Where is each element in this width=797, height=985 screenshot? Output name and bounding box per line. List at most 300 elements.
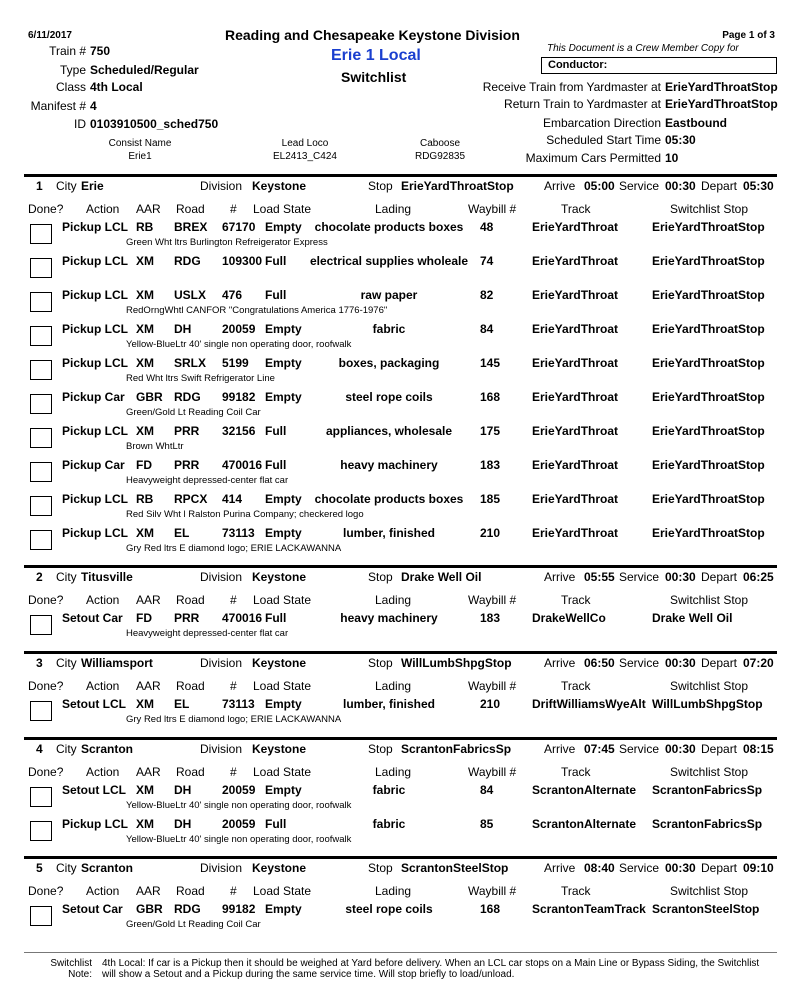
column-header-action: Action bbox=[86, 202, 120, 216]
city-value: Williamsport bbox=[81, 656, 153, 670]
page-number: Page 1 of 3 bbox=[722, 30, 775, 41]
service-value: 00:30 bbox=[665, 179, 696, 193]
load-state-cell: Full bbox=[265, 611, 287, 625]
embarcation-value: Eastbound bbox=[665, 116, 727, 130]
car-number-cell: 476 bbox=[222, 288, 243, 302]
load-state-cell: Full bbox=[265, 254, 287, 268]
lading-cell: fabric bbox=[372, 817, 406, 831]
column-header-lading: Lading bbox=[375, 679, 412, 693]
conductor-field bbox=[541, 57, 777, 74]
action-cell: Pickup LCL bbox=[62, 526, 129, 540]
car-number-cell: 73113 bbox=[222, 526, 255, 540]
aar-cell: XM bbox=[136, 697, 154, 711]
city-label: City bbox=[56, 179, 77, 193]
stop-label: Stop bbox=[368, 179, 393, 193]
waybill-cell: 84 bbox=[480, 322, 494, 336]
action-cell: Pickup LCL bbox=[62, 254, 129, 268]
car-number-cell: 67170 bbox=[222, 220, 256, 234]
column-header-: # bbox=[230, 884, 237, 898]
car-number-cell: 73113 bbox=[222, 697, 255, 711]
city-value: Erie bbox=[81, 179, 104, 193]
lading-cell: heavy machinery bbox=[340, 458, 438, 472]
column-header-lading: Lading bbox=[375, 202, 412, 216]
car-row bbox=[24, 695, 777, 729]
road-cell: PRR bbox=[174, 611, 200, 625]
done-checkbox[interactable] bbox=[30, 906, 52, 926]
car-number-cell: 32156 bbox=[222, 424, 256, 438]
division-value: Keystone bbox=[252, 179, 307, 193]
stop-number: 5 bbox=[36, 861, 43, 875]
train-id-label: ID bbox=[74, 117, 86, 131]
road-cell: PRR bbox=[174, 424, 200, 438]
column-header-aar: AAR bbox=[136, 202, 161, 216]
depart-value: 08:15 bbox=[743, 742, 774, 756]
action-cell: Pickup LCL bbox=[62, 817, 129, 831]
stop-value: Drake Well Oil bbox=[401, 570, 482, 584]
lading-cell: steel rope coils bbox=[345, 902, 433, 916]
service-value: 00:30 bbox=[665, 656, 696, 670]
waybill-cell: 210 bbox=[480, 697, 501, 711]
track-cell: DrakeWellCo bbox=[532, 611, 606, 625]
switchlist-stop-cell: WillLumbShpgStop bbox=[652, 697, 763, 711]
aar-cell: XM bbox=[136, 783, 154, 797]
aar-cell: XM bbox=[136, 254, 154, 268]
arrive-value: 05:55 bbox=[584, 570, 615, 584]
arrive-value: 05:00 bbox=[584, 179, 615, 193]
lading-cell: chocolate products boxes bbox=[314, 220, 464, 234]
column-header-row bbox=[24, 884, 777, 900]
depart-label: Depart bbox=[701, 742, 738, 756]
stop-value: WillLumbShpgStop bbox=[401, 656, 512, 670]
column-header-waybill: Waybill # bbox=[468, 679, 517, 693]
lead-loco-value: EL2413_C424 bbox=[273, 151, 337, 162]
caboose-value: RDG92835 bbox=[414, 151, 466, 162]
lading-cell: electrical supplies wholeale bbox=[309, 254, 469, 268]
division-value: Keystone bbox=[252, 570, 307, 584]
aar-cell: GBR bbox=[136, 902, 163, 916]
division-title: Reading and Chesapeake Keystone Division bbox=[225, 27, 520, 43]
arrive-label: Arrive bbox=[544, 179, 576, 193]
car-row bbox=[24, 900, 777, 934]
load-state-cell: Empty bbox=[265, 902, 302, 916]
print-date: 6/11/2017 bbox=[28, 30, 72, 41]
aar-cell: RB bbox=[136, 220, 154, 234]
manifest-label: Manifest # bbox=[30, 99, 86, 113]
stop-number: 3 bbox=[36, 656, 43, 670]
depart-value: 09:10 bbox=[743, 861, 774, 875]
receive-train-row bbox=[473, 80, 778, 96]
track-cell: ErieYardThroat bbox=[532, 526, 619, 540]
city-label: City bbox=[56, 742, 77, 756]
road-cell: BREX bbox=[174, 220, 208, 234]
switchlist-stop-cell: Drake Well Oil bbox=[652, 611, 733, 625]
start-time-row bbox=[473, 133, 778, 149]
lading-cell: steel rope coils bbox=[345, 390, 433, 404]
done-checkbox[interactable] bbox=[30, 787, 52, 807]
car-description: Red Silv Wht l Ralston Purina Company; checkered logo bbox=[126, 509, 364, 520]
division-value: Keystone bbox=[252, 742, 307, 756]
done-checkbox[interactable] bbox=[30, 821, 52, 841]
done-checkbox[interactable] bbox=[30, 292, 52, 312]
column-header-switchlist-stop: Switchlist Stop bbox=[670, 765, 749, 779]
car-description: Brown WhtLtr bbox=[126, 441, 184, 452]
return-train-label: Return Train to Yardmaster at bbox=[504, 97, 661, 111]
depart-value: 07:20 bbox=[743, 656, 774, 670]
return-train-row bbox=[473, 97, 778, 113]
service-label: Service bbox=[619, 656, 660, 670]
stop-header bbox=[24, 742, 777, 758]
load-state-cell: Empty bbox=[265, 390, 302, 404]
city-label: City bbox=[56, 570, 77, 584]
road-cell: DH bbox=[174, 783, 192, 797]
car-row bbox=[24, 456, 777, 490]
train-class-row bbox=[0, 80, 143, 96]
column-header-load-state: Load State bbox=[253, 679, 312, 693]
lead-loco bbox=[255, 138, 355, 162]
train-number-label: Train # bbox=[49, 44, 86, 58]
train-type-value: Scheduled/Regular bbox=[90, 63, 199, 77]
start-time-value: 05:30 bbox=[665, 133, 696, 147]
action-cell: Pickup LCL bbox=[62, 356, 129, 370]
road-cell: DH bbox=[174, 322, 192, 336]
car-number-cell: 20059 bbox=[222, 322, 256, 336]
waybill-cell: 82 bbox=[480, 288, 494, 302]
car-row bbox=[24, 388, 777, 422]
switchlist-stop-cell: ErieYardThroatStop bbox=[652, 220, 765, 234]
stop-separator bbox=[24, 737, 777, 740]
action-cell: Pickup LCL bbox=[62, 322, 129, 336]
car-number-cell: 109300 bbox=[222, 254, 263, 268]
car-description: Green/Gold Lt Reading Coil Car bbox=[126, 919, 261, 930]
waybill-cell: 183 bbox=[480, 458, 501, 472]
column-header-row bbox=[24, 593, 777, 609]
service-value: 00:30 bbox=[665, 861, 696, 875]
lead-loco-label: Lead Loco bbox=[281, 138, 329, 149]
max-cars-label: Maximum Cars Permitted bbox=[525, 151, 661, 165]
depart-label: Depart bbox=[701, 656, 738, 670]
car-number-cell: 99182 bbox=[222, 390, 256, 404]
done-checkbox[interactable] bbox=[30, 462, 52, 482]
track-cell: ErieYardThroat bbox=[532, 288, 619, 302]
load-state-cell: Full bbox=[265, 817, 287, 831]
column-header-action: Action bbox=[86, 593, 120, 607]
done-checkbox[interactable] bbox=[30, 360, 52, 380]
division-value: Keystone bbox=[252, 656, 307, 670]
train-number-value: 750 bbox=[90, 44, 111, 58]
waybill-cell: 210 bbox=[480, 526, 501, 540]
car-description: Gry Red ltrs E diamond logo; ERIE LACKAWANNA bbox=[126, 543, 342, 554]
column-header-row bbox=[24, 765, 777, 781]
stop-value: ScrantonSteelStop bbox=[401, 861, 509, 875]
track-cell: ErieYardThroat bbox=[532, 492, 619, 506]
load-state-cell: Full bbox=[265, 288, 287, 302]
switchlist-stop-cell: ScrantonSteelStop bbox=[652, 902, 760, 916]
waybill-cell: 84 bbox=[480, 783, 494, 797]
stop-label: Stop bbox=[368, 656, 393, 670]
aar-cell: XM bbox=[136, 424, 154, 438]
column-header-load-state: Load State bbox=[253, 202, 312, 216]
road-cell: RDG bbox=[174, 390, 201, 404]
switchlist-note bbox=[24, 952, 777, 980]
action-cell: Setout LCL bbox=[62, 783, 126, 797]
division-value: Keystone bbox=[252, 861, 307, 875]
track-cell: ErieYardThroat bbox=[532, 424, 619, 438]
lading-cell: lumber, finished bbox=[342, 526, 435, 540]
switchlist-stop-cell: ErieYardThroatStop bbox=[652, 356, 765, 370]
car-number-cell: 470016 bbox=[222, 611, 263, 625]
done-checkbox[interactable] bbox=[30, 701, 52, 721]
load-state-cell: Full bbox=[265, 458, 287, 472]
receive-train-label: Receive Train from Yardmaster at bbox=[482, 80, 661, 94]
stop-number: 1 bbox=[36, 179, 43, 193]
action-cell: Setout LCL bbox=[62, 697, 126, 711]
service-label: Service bbox=[619, 742, 660, 756]
track-cell: ErieYardThroat bbox=[532, 322, 619, 336]
column-header-done: Done? bbox=[28, 765, 64, 779]
consist-name-label: Consist Name bbox=[108, 138, 172, 149]
car-number-cell: 414 bbox=[222, 492, 243, 506]
division-label: Division bbox=[200, 179, 243, 193]
stop-header bbox=[24, 179, 777, 195]
train-type-label: Type bbox=[59, 63, 86, 77]
train-class-value: 4th Local bbox=[90, 80, 143, 94]
column-header-done: Done? bbox=[28, 593, 64, 607]
lading-cell: raw paper bbox=[360, 288, 418, 302]
action-cell: Pickup LCL bbox=[62, 492, 129, 506]
lading-cell: fabric bbox=[372, 783, 406, 797]
load-state-cell: Empty bbox=[265, 322, 302, 336]
switchlist-stop-cell: ErieYardThroatStop bbox=[652, 322, 765, 336]
arrive-label: Arrive bbox=[544, 861, 576, 875]
action-cell: Setout Car bbox=[62, 611, 123, 625]
stop-number: 2 bbox=[36, 570, 43, 584]
track-cell: ErieYardThroat bbox=[532, 254, 619, 268]
car-description: Red Wht ltrs Swift Refrigerator Line bbox=[126, 373, 275, 384]
note-text: 4th Local: If car is a Pickup then it should be weighed at Yard before delivery. When an LCL car stops on a Main Line or Bypass Siding, the Switchlist will show a Setout and a Pickup during the same service time. Will stop briefly to load/unload. bbox=[102, 958, 760, 980]
car-row bbox=[24, 815, 777, 849]
service-label: Service bbox=[619, 179, 660, 193]
lading-cell: heavy machinery bbox=[340, 611, 438, 625]
lading-cell: fabric bbox=[372, 322, 406, 336]
column-header-action: Action bbox=[86, 765, 120, 779]
car-row bbox=[24, 286, 777, 320]
stop-header bbox=[24, 656, 777, 672]
column-header-track: Track bbox=[561, 202, 591, 216]
column-header-: # bbox=[230, 593, 237, 607]
road-cell: SRLX bbox=[174, 356, 207, 370]
division-label: Division bbox=[200, 861, 243, 875]
waybill-cell: 168 bbox=[480, 902, 501, 916]
car-row bbox=[24, 524, 777, 558]
lading-cell: chocolate products boxes bbox=[314, 492, 464, 506]
road-cell: PRR bbox=[174, 458, 200, 472]
train-class-label: Class bbox=[55, 80, 86, 94]
city-label: City bbox=[56, 656, 77, 670]
column-header-done: Done? bbox=[28, 202, 64, 216]
stop-separator bbox=[24, 856, 777, 859]
arrive-value: 06:50 bbox=[584, 656, 615, 670]
track-cell: ScrantonAlternate bbox=[532, 783, 637, 797]
load-state-cell: Empty bbox=[265, 697, 302, 711]
waybill-cell: 175 bbox=[480, 424, 501, 438]
receive-train-value: ErieYardThroatStop bbox=[665, 80, 778, 94]
done-checkbox[interactable] bbox=[30, 615, 52, 635]
column-header-track: Track bbox=[561, 765, 591, 779]
switchlist-stop-cell: ErieYardThroatStop bbox=[652, 254, 765, 268]
column-header-load-state: Load State bbox=[253, 884, 312, 898]
done-checkbox[interactable] bbox=[30, 496, 52, 516]
max-cars-row bbox=[473, 151, 778, 167]
car-number-cell: 20059 bbox=[222, 783, 256, 797]
stop-separator bbox=[24, 565, 777, 568]
train-type-row bbox=[0, 63, 199, 79]
road-cell: USLX bbox=[174, 288, 207, 302]
column-header-switchlist-stop: Switchlist Stop bbox=[670, 884, 749, 898]
track-cell: ErieYardThroat bbox=[532, 220, 619, 234]
train-name: Erie 1 Local bbox=[331, 47, 421, 64]
document-type: Switchlist bbox=[341, 69, 407, 85]
stop-value: ErieYardThroatStop bbox=[401, 179, 514, 193]
load-state-cell: Empty bbox=[265, 492, 302, 506]
aar-cell: FD bbox=[136, 611, 152, 625]
car-row bbox=[24, 781, 777, 815]
column-header-load-state: Load State bbox=[253, 593, 312, 607]
arrive-label: Arrive bbox=[544, 742, 576, 756]
lading-cell: boxes, packaging bbox=[338, 356, 440, 370]
column-header-lading: Lading bbox=[375, 593, 412, 607]
car-row bbox=[24, 490, 777, 524]
stop-label: Stop bbox=[368, 570, 393, 584]
depart-label: Depart bbox=[701, 861, 738, 875]
track-cell: ErieYardThroat bbox=[532, 356, 619, 370]
manifest-row bbox=[0, 99, 97, 115]
waybill-cell: 168 bbox=[480, 390, 501, 404]
arrive-label: Arrive bbox=[544, 656, 576, 670]
depart-label: Depart bbox=[701, 570, 738, 584]
track-cell: ScrantonTeamTrack bbox=[532, 902, 646, 916]
load-state-cell: Empty bbox=[265, 783, 302, 797]
aar-cell: FD bbox=[136, 458, 152, 472]
action-cell: Pickup Car bbox=[62, 390, 125, 404]
column-header-waybill: Waybill # bbox=[468, 884, 517, 898]
column-header-: # bbox=[230, 202, 237, 216]
depart-label: Depart bbox=[701, 179, 738, 193]
train-number-row bbox=[0, 44, 111, 60]
column-header-aar: AAR bbox=[136, 679, 161, 693]
load-state-cell: Empty bbox=[265, 526, 302, 540]
road-cell: EL bbox=[174, 697, 190, 711]
lading-cell: appliances, wholesale bbox=[325, 424, 453, 438]
aar-cell: GBR bbox=[136, 390, 163, 404]
column-header-waybill: Waybill # bbox=[468, 202, 517, 216]
done-checkbox[interactable] bbox=[30, 258, 52, 278]
done-checkbox[interactable] bbox=[30, 530, 52, 550]
column-header-load-state: Load State bbox=[253, 765, 312, 779]
consist-name bbox=[95, 138, 185, 162]
city-value: Scranton bbox=[81, 742, 134, 756]
column-header-aar: AAR bbox=[136, 884, 161, 898]
column-header-road: Road bbox=[176, 765, 205, 779]
done-checkbox[interactable] bbox=[30, 428, 52, 448]
stop-label: Stop bbox=[368, 861, 393, 875]
done-checkbox[interactable] bbox=[30, 326, 52, 346]
action-cell: Setout Car bbox=[62, 902, 123, 916]
load-state-cell: Empty bbox=[265, 356, 302, 370]
arrive-label: Arrive bbox=[544, 570, 576, 584]
city-value: Titusville bbox=[81, 570, 133, 584]
aar-cell: XM bbox=[136, 288, 154, 302]
switchlist-stop-cell: ErieYardThroatStop bbox=[652, 526, 765, 540]
service-value: 00:30 bbox=[665, 742, 696, 756]
city-label: City bbox=[56, 861, 77, 875]
caboose bbox=[395, 138, 485, 162]
column-header-road: Road bbox=[176, 202, 205, 216]
car-number-cell: 5199 bbox=[222, 356, 249, 370]
stop-label: Stop bbox=[368, 742, 393, 756]
car-description: Yellow-BlueLtr 40' single non operating door, roofwalk bbox=[126, 339, 352, 350]
lading-cell: lumber, finished bbox=[342, 697, 435, 711]
note-label: Switchlist Note: bbox=[50, 958, 92, 980]
action-cell: Pickup LCL bbox=[62, 220, 129, 234]
car-row bbox=[24, 218, 777, 252]
car-row bbox=[24, 609, 777, 643]
done-checkbox[interactable] bbox=[30, 394, 52, 414]
road-cell: RDG bbox=[174, 902, 201, 916]
column-header-road: Road bbox=[176, 593, 205, 607]
column-header-action: Action bbox=[86, 679, 120, 693]
car-description: Green/Gold Lt Reading Coil Car bbox=[126, 407, 261, 418]
column-header-road: Road bbox=[176, 884, 205, 898]
column-header-track: Track bbox=[561, 593, 591, 607]
car-description: Yellow-BlueLtr 40' single non operating door, roofwalk bbox=[126, 834, 352, 845]
arrive-value: 07:45 bbox=[584, 742, 615, 756]
city-value: Scranton bbox=[81, 861, 134, 875]
load-state-cell: Empty bbox=[265, 220, 302, 234]
column-header-: # bbox=[230, 679, 237, 693]
stop-number: 4 bbox=[36, 742, 43, 756]
waybill-cell: 74 bbox=[480, 254, 494, 268]
road-cell: EL bbox=[174, 526, 190, 540]
embarcation-label: Embarcation Direction bbox=[542, 116, 661, 130]
done-checkbox[interactable] bbox=[30, 224, 52, 244]
car-description: Green Wht ltrs Burlington Refreigerator Express bbox=[126, 237, 328, 248]
crew-copy-note: This Document is a Crew Member Copy for bbox=[547, 43, 739, 54]
column-header-row bbox=[24, 679, 777, 695]
aar-cell: RB bbox=[136, 492, 154, 506]
aar-cell: XM bbox=[136, 322, 154, 336]
column-header-switchlist-stop: Switchlist Stop bbox=[670, 593, 749, 607]
car-row bbox=[24, 354, 777, 388]
track-cell: ScrantonAlternate bbox=[532, 817, 637, 831]
column-header-lading: Lading bbox=[375, 884, 412, 898]
waybill-cell: 85 bbox=[480, 817, 494, 831]
waybill-cell: 48 bbox=[480, 220, 494, 234]
stop-header bbox=[24, 570, 777, 586]
car-description: Heavyweight depressed-center flat car bbox=[126, 475, 289, 486]
train-id-row bbox=[0, 117, 219, 133]
car-number-cell: 99182 bbox=[222, 902, 256, 916]
road-cell: DH bbox=[174, 817, 192, 831]
road-cell: RDG bbox=[174, 254, 201, 268]
max-cars-value: 10 bbox=[665, 151, 679, 165]
conductor-label: Conductor: bbox=[548, 59, 608, 71]
division-label: Division bbox=[200, 656, 243, 670]
manifest-value: 4 bbox=[90, 99, 97, 113]
caboose-label: Caboose bbox=[419, 138, 461, 149]
column-header-switchlist-stop: Switchlist Stop bbox=[670, 679, 749, 693]
service-label: Service bbox=[619, 570, 660, 584]
aar-cell: XM bbox=[136, 817, 154, 831]
